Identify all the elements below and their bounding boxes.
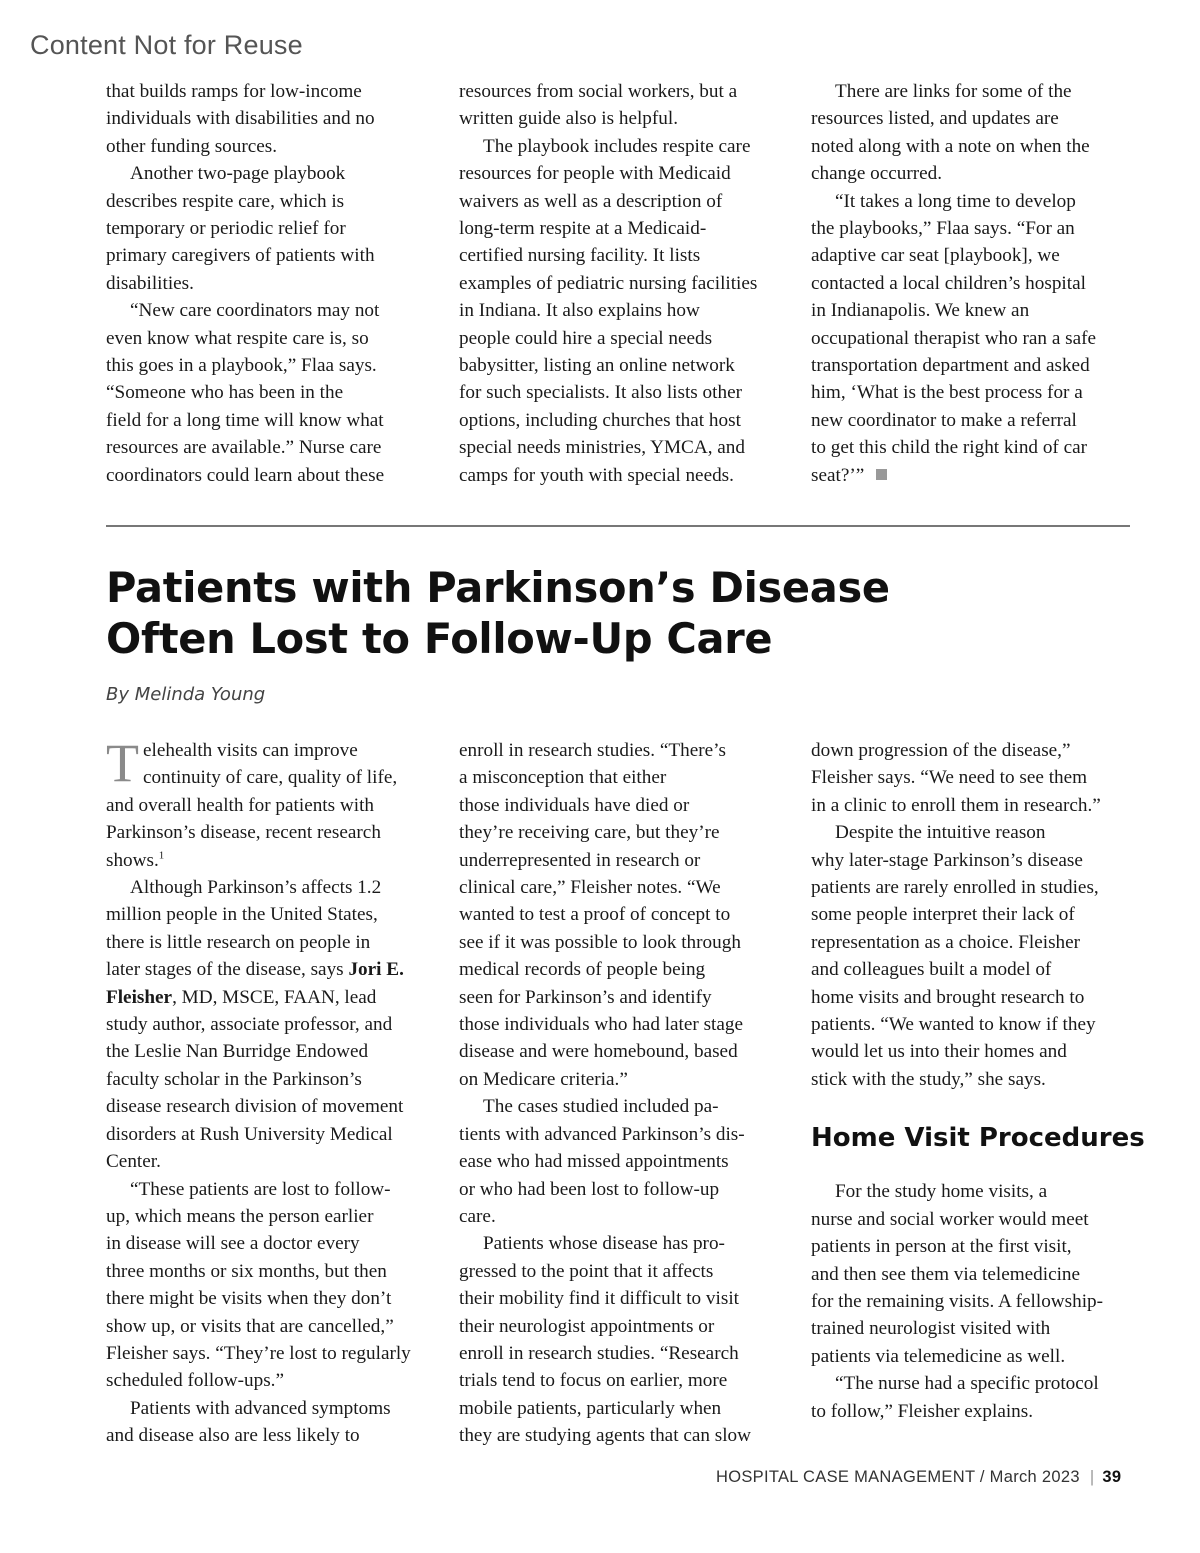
paragraph	[459, 133, 789, 489]
text-line: Another two-page playbook	[130, 163, 346, 185]
text-line: home visits and brought research to	[811, 986, 1085, 1008]
text-line: million people in the United States,	[106, 904, 378, 926]
article-column-3-bottom	[811, 1178, 1141, 1425]
text-line: “These patients are lost to follow-	[130, 1178, 391, 1200]
text-line: describes respite care, which is	[106, 190, 345, 212]
paragraph	[811, 1178, 1141, 1370]
text-line: wanted to test a proof of concept to	[459, 904, 731, 926]
text-line: those individuals have died or	[459, 794, 690, 816]
article-column-3-top	[811, 737, 1141, 1093]
text-line: camps for youth with special needs.	[459, 464, 734, 486]
text-line: him, ‘What is the best process for a	[811, 382, 1083, 404]
text-line: temporary or periodic relief for	[106, 218, 346, 240]
footnote-ref: 1	[158, 849, 165, 862]
section-subhead: Home Visit Procedures	[811, 1123, 1145, 1154]
paragraph	[811, 188, 1141, 489]
text-line: to get this child the right kind of car	[811, 437, 1088, 459]
text-line: shows.	[106, 849, 159, 871]
text-line: would let us into their homes and	[811, 1041, 1067, 1063]
text-line: written guide also is helpful.	[459, 108, 679, 130]
text-line: for the remaining visits. A fellowship-	[811, 1290, 1104, 1312]
text-line: and colleagues built a model of	[811, 959, 1052, 981]
paragraph	[459, 1230, 789, 1449]
article-column-1-rest	[106, 1176, 436, 1450]
text-line: tients with advanced Parkinson’s dis-	[459, 1123, 745, 1145]
author-paragraph	[106, 874, 436, 1175]
footer-separator: |	[1089, 1468, 1095, 1486]
paragraph	[811, 819, 1141, 1093]
text-line: “It takes a long time to develop	[835, 190, 1076, 212]
text-line: disorders at Rush University Medical	[106, 1123, 393, 1145]
text-line: resources listed, and updates are	[811, 108, 1059, 130]
intro-paragraph	[106, 733, 436, 874]
text-line: and disease also are less likely to	[106, 1425, 360, 1447]
intro-text	[106, 733, 398, 871]
text-line: new coordinator to make a referral	[811, 409, 1077, 431]
text-line: their mobility find it difficult to visit	[459, 1288, 739, 1310]
paragraph	[106, 1395, 436, 1450]
paragraph	[459, 78, 789, 133]
paragraph	[459, 737, 789, 1093]
title-line-2: Often Lost to Follow-Up Care	[106, 614, 773, 663]
text-line: ease who had missed appointments	[459, 1151, 729, 1173]
text-line: elehealth visits can improve	[143, 740, 358, 761]
text-line: representation as a choice. Fleisher	[811, 931, 1081, 953]
text-line: disease research division of movement	[106, 1096, 404, 1118]
text-line: clinical care,” Fleisher notes. “We	[459, 877, 721, 899]
text-line: or who had been lost to follow-up	[459, 1178, 720, 1200]
text-line: field for a long time will know what	[106, 409, 384, 431]
author-para-text-a	[106, 877, 381, 953]
text-line: “New care coordinators may not	[130, 300, 380, 322]
end-mark-icon	[876, 469, 887, 480]
text-line: individuals with disabilities and no	[106, 108, 375, 130]
section-divider	[106, 525, 1130, 527]
text-line: their neurologist appointments or	[459, 1315, 715, 1337]
text-line: Parkinson’s disease, recent research	[106, 822, 381, 844]
text-line: examples of pediatric nursing facilities	[459, 272, 758, 294]
text-line: long-term respite at a Medicaid-	[459, 218, 707, 240]
text-line: care.	[459, 1205, 496, 1227]
text-line: down progression of the disease,”	[811, 740, 1071, 761]
author-para-post: , MD, MSCE, FAAN, lead	[172, 986, 377, 1008]
footer-publication: HOSPITAL CASE MANAGEMENT / March 2023	[716, 1468, 1080, 1486]
text-line: show up, or visits that are cancelled,”	[106, 1315, 394, 1337]
text-line: for such specialists. It also lists other	[459, 382, 742, 404]
text-line: three months or six months, but then	[106, 1260, 387, 1282]
paragraph	[811, 1370, 1141, 1425]
text-line: Although Parkinson’s affects 1.2	[130, 877, 382, 899]
text-line: Patients whose disease has pro-	[483, 1233, 725, 1255]
title-line-1: Patients with Parkinson’s Disease	[106, 563, 890, 612]
top-column-2	[459, 78, 789, 489]
text-line: There are links for some of the	[835, 81, 1072, 102]
text-line: patients are rarely enrolled in studies,	[811, 877, 1099, 899]
text-line: Fleisher says. “They’re lost to regularly	[106, 1342, 411, 1364]
text-line: coordinators could learn about these	[106, 464, 385, 486]
text-line: this goes in a playbook,” Flaa says.	[106, 355, 377, 377]
text-line: gressed to the point that it affects	[459, 1260, 714, 1282]
text-line: study author, associate professor, and	[106, 1014, 393, 1036]
text-line: For the study home visits, a	[835, 1181, 1048, 1203]
text-line: there might be visits when they don’t	[106, 1288, 392, 1310]
text-line: other funding sources.	[106, 135, 278, 157]
paragraph	[106, 297, 436, 489]
text-line: resources are available.” Nurse care	[106, 437, 382, 459]
watermark: Content Not for Reuse	[30, 30, 303, 60]
text-line: faculty scholar in the Parkinson’s	[106, 1068, 362, 1090]
text-line: underrepresented in research or	[459, 849, 701, 871]
text-line: certified nursing facility. It lists	[459, 245, 701, 267]
text-line: in Indiana. It also explains how	[459, 300, 700, 322]
text-line: disease and were homebound, based	[459, 1041, 738, 1063]
text-line: those individuals who had later stage	[459, 1014, 744, 1036]
text-line: seen for Parkinson’s and identify	[459, 986, 712, 1008]
text-line: people could hire a special needs	[459, 327, 713, 349]
text-line: noted along with a note on when the	[811, 135, 1090, 157]
drop-cap: T	[106, 733, 139, 793]
text-line: stick with the study,” she says.	[811, 1068, 1046, 1090]
text-line: the playbooks,” Flaa says. “For an	[811, 218, 1075, 240]
author-para-text-b	[106, 1014, 403, 1172]
text-line: waivers as well as a description of	[459, 190, 723, 212]
top-column-1	[106, 78, 436, 489]
text-line: scheduled follow-ups.”	[106, 1370, 284, 1392]
text-line: and overall health for patients with	[106, 794, 375, 816]
text-line: change occurred.	[811, 163, 943, 185]
text-line: resources from social workers, but a	[459, 81, 738, 102]
author-para-pre: later stages of the disease, says	[106, 959, 349, 981]
text-line: enroll in research studies. “Research	[459, 1342, 739, 1364]
text-line: see if it was possible to look through	[459, 931, 741, 953]
text-line: patients. “We wanted to know if they	[811, 1014, 1096, 1036]
text-line: Fleisher says. “We need to see them	[811, 767, 1088, 789]
text-line: on Medicare criteria.”	[459, 1068, 628, 1090]
text-line: mobile patients, particularly when	[459, 1397, 722, 1419]
paragraph	[106, 160, 436, 297]
byline: By Melinda Young	[106, 684, 266, 705]
paragraph	[106, 1176, 436, 1395]
text-line: they’re receiving care, but they’re	[459, 822, 720, 844]
page-number: 39	[1102, 1468, 1122, 1486]
text-line: resources for people with Medicaid	[459, 163, 731, 185]
text-line: and then see them via telemedicine	[811, 1263, 1081, 1285]
text-line: continuity of care, quality of life,	[143, 767, 398, 789]
text-line: even know what respite care is, so	[106, 327, 369, 349]
text-line: The playbook includes respite care	[483, 135, 751, 157]
text-line: “Someone who has been in the	[106, 382, 344, 404]
article-column-2	[459, 737, 789, 1450]
text-line: in Indianapolis. We knew an	[811, 300, 1030, 322]
text-line: occupational therapist who ran a safe	[811, 327, 1097, 349]
text-line: babysitter, listing an online network	[459, 355, 735, 377]
text-line: Center.	[106, 1151, 161, 1173]
text-line: patients in person at the first visit,	[811, 1236, 1072, 1258]
text-line: why later-stage Parkinson’s disease	[811, 849, 1083, 871]
article-column-1	[106, 733, 436, 1450]
text-line: in disease will see a doctor every	[106, 1233, 360, 1255]
text-line: there is little research on people in	[106, 931, 371, 953]
text-line: to follow,” Fleisher explains.	[811, 1400, 1034, 1422]
text-line: the Leslie Nan Burridge Endowed	[106, 1041, 369, 1063]
text-line: primary caregivers of patients with	[106, 245, 375, 267]
text-line: a misconception that either	[459, 767, 667, 789]
author-name-part2: Fleisher	[106, 986, 173, 1008]
text-line: they are studying agents that can slow	[459, 1425, 752, 1447]
paragraph	[811, 737, 1141, 819]
page-footer	[716, 1468, 1121, 1487]
text-line: seat?’”	[811, 464, 865, 486]
text-line: Despite the intuitive reason	[835, 822, 1046, 844]
text-line: that builds ramps for low-income	[106, 81, 362, 102]
text-line: medical records of people being	[459, 959, 706, 981]
text-line: up, which means the person earlier	[106, 1205, 374, 1227]
text-line: adaptive car seat [playbook], we	[811, 245, 1060, 267]
paragraph	[811, 78, 1141, 188]
text-line: transportation department and asked	[811, 355, 1090, 377]
paragraph	[459, 1093, 789, 1230]
text-line: disabilities.	[106, 272, 194, 294]
text-line: nurse and social worker would meet	[811, 1208, 1089, 1230]
article-column-3	[811, 737, 1145, 1425]
text-line: contacted a local children’s hospital	[811, 272, 1086, 294]
paragraph	[106, 78, 436, 160]
author-name-part1: Jori E.	[348, 959, 404, 981]
text-line: “The nurse had a specific protocol	[835, 1373, 1099, 1395]
text-line: The cases studied included pa-	[483, 1096, 719, 1118]
article-title	[106, 562, 890, 664]
text-line: trained neurologist visited with	[811, 1318, 1051, 1340]
text-line: some people interpret their lack of	[811, 904, 1075, 926]
top-column-3-text	[811, 78, 1141, 489]
text-line: patients via telemedicine as well.	[811, 1345, 1066, 1367]
text-line: in a clinic to enroll them in research.”	[811, 794, 1101, 816]
text-line: trials tend to focus on earlier, more	[459, 1370, 728, 1392]
text-line: enroll in research studies. “There’s	[459, 740, 726, 761]
text-line: special needs ministries, YMCA, and	[459, 437, 745, 459]
top-column-3	[811, 78, 1141, 489]
text-line: Patients with advanced symptoms	[130, 1397, 391, 1419]
text-line: options, including churches that host	[459, 409, 741, 431]
